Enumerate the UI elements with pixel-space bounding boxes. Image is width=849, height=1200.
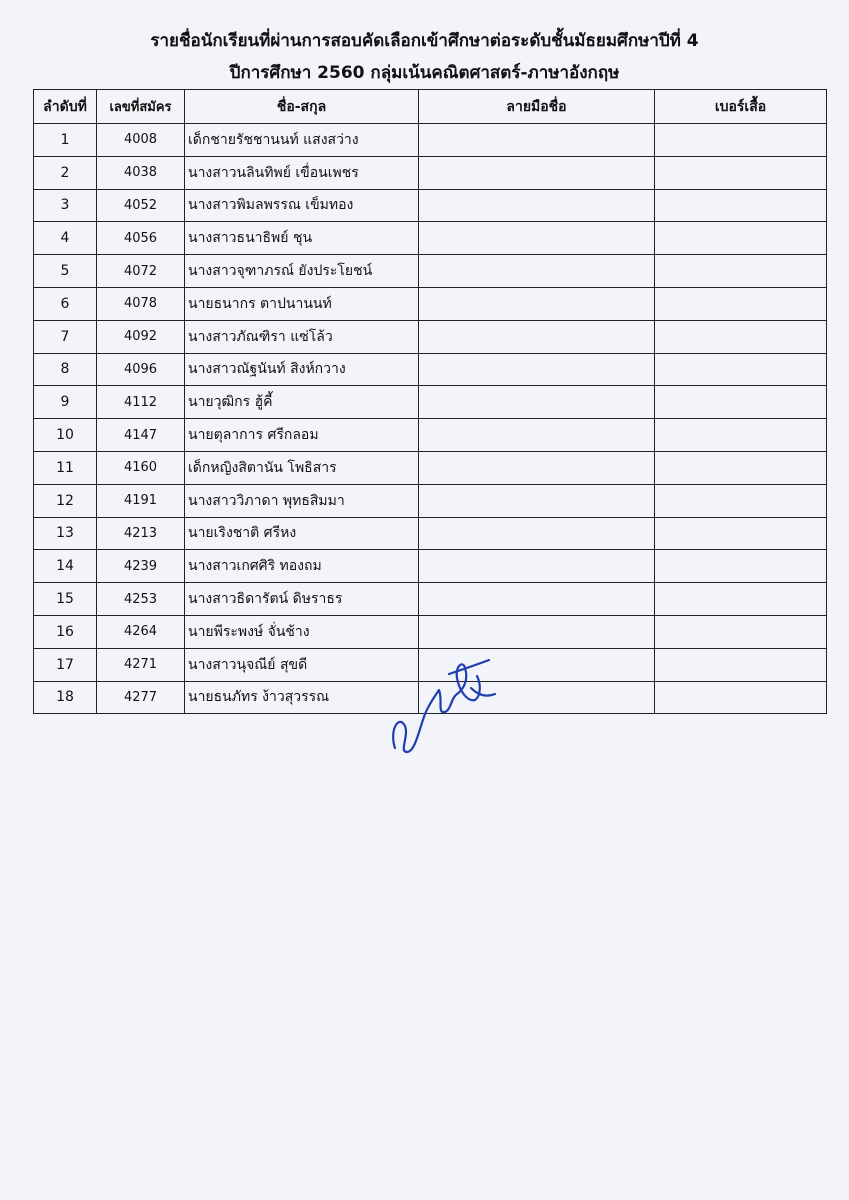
signature-cell: [419, 517, 655, 550]
signature-cell: [419, 255, 655, 288]
order-cell: 17: [34, 648, 97, 681]
signature-cell: [419, 451, 655, 484]
full-name-cell: นายธนากร ตาปนานนท์: [185, 287, 419, 320]
shirt-number-cell: [655, 386, 827, 419]
column-header-signature: ลายมือชื่อ: [419, 90, 655, 124]
table-row: [34, 615, 827, 648]
order-cell: 6: [34, 287, 97, 320]
table-body: [34, 124, 827, 714]
application-number-cell: 4160: [97, 451, 185, 484]
signature-cell: [419, 583, 655, 616]
full-name-cell: นางสาวเกศศิริ ทองถม: [185, 550, 419, 583]
full-name-cell: นายวุฒิกร ฮู้คี้: [185, 386, 419, 419]
signature-cell: [419, 615, 655, 648]
shirt-number-cell: [655, 287, 827, 320]
full-name-cell: เด็กหญิงสิตานัน โพธิสาร: [185, 451, 419, 484]
table-row: [34, 451, 827, 484]
signature-cell: [419, 419, 655, 452]
table-row: [34, 156, 827, 189]
column-header-order: ลำดับที่: [34, 90, 97, 124]
application-number-cell: 4239: [97, 550, 185, 583]
application-number-cell: 4147: [97, 419, 185, 452]
full-name-cell: นางสาวจุฑาภรณ์ ยังประโยชน์: [185, 255, 419, 288]
table-row: [34, 517, 827, 550]
signature-cell: [419, 222, 655, 255]
table-row: [34, 255, 827, 288]
order-cell: 13: [34, 517, 97, 550]
shirt-number-cell: [655, 320, 827, 353]
shirt-number-cell: [655, 648, 827, 681]
document-subtitle: ปีการศึกษา 2560 กลุ่มเน้นคณิตศาสตร์-ภาษาอังกฤษ: [229, 63, 620, 83]
table-row: [34, 353, 827, 386]
full-name-cell: นายตุลาการ ศรีกลอม: [185, 419, 419, 452]
order-cell: 2: [34, 156, 97, 189]
application-number-cell: 4052: [97, 189, 185, 222]
shirt-number-cell: [655, 550, 827, 583]
signature-cell: [419, 320, 655, 353]
full-name-cell: นางสาวนลินทิพย์ เขื่อนเพชร: [185, 156, 419, 189]
shirt-number-cell: [655, 156, 827, 189]
order-cell: 10: [34, 419, 97, 452]
application-number-cell: 4253: [97, 583, 185, 616]
full-name-cell: นายธนภัทร ง้าวสุวรรณ: [185, 681, 419, 714]
shirt-number-cell: [655, 255, 827, 288]
shirt-number-cell: [655, 353, 827, 386]
table-row: [34, 124, 827, 157]
shirt-number-cell: [655, 124, 827, 157]
signature-cell: [419, 386, 655, 419]
signature-cell: [419, 156, 655, 189]
signature-cell: [419, 353, 655, 386]
signature-cell: [419, 287, 655, 320]
full-name-cell: นางสาวนุจณีย์ สุขดี: [185, 648, 419, 681]
full-name-cell: นางสาวภัณฑิรา แซ่โล้ว: [185, 320, 419, 353]
handwritten-signature: [385, 648, 505, 763]
order-cell: 1: [34, 124, 97, 157]
shirt-number-cell: [655, 517, 827, 550]
application-number-cell: 4191: [97, 484, 185, 517]
order-cell: 7: [34, 320, 97, 353]
shirt-number-cell: [655, 189, 827, 222]
signature-cell: [419, 189, 655, 222]
table-header-row: [34, 90, 827, 124]
order-cell: 9: [34, 386, 97, 419]
full-name-cell: นางสาวพิมลพรรณ เข็มทอง: [185, 189, 419, 222]
application-number-cell: 4008: [97, 124, 185, 157]
table-row: [34, 583, 827, 616]
full-name-cell: นางสาวณัฐนันท์ สิงห์กวาง: [185, 353, 419, 386]
order-cell: 16: [34, 615, 97, 648]
column-header-application-number: เลขที่สมัคร: [97, 90, 185, 124]
full-name-cell: นางสาวธนาธิพย์ ชุน: [185, 222, 419, 255]
order-cell: 18: [34, 681, 97, 714]
application-number-cell: 4277: [97, 681, 185, 714]
table-row: [34, 189, 827, 222]
document-title: รายชื่อนักเรียนที่ผ่านการสอบคัดเลือกเข้าศึกษาต่อระดับชั้นมัธยมศึกษาปีที่ 4: [150, 31, 699, 51]
application-number-cell: 4078: [97, 287, 185, 320]
column-header-shirt-number: เบอร์เสื้อ: [655, 90, 827, 124]
order-cell: 3: [34, 189, 97, 222]
signature-stroke: [393, 660, 495, 752]
table-row: [34, 484, 827, 517]
order-cell: 12: [34, 484, 97, 517]
table-row: [34, 222, 827, 255]
application-number-cell: 4038: [97, 156, 185, 189]
shirt-number-cell: [655, 484, 827, 517]
order-cell: 8: [34, 353, 97, 386]
application-number-cell: 4056: [97, 222, 185, 255]
full-name-cell: นางสาววิภาดา พุทธสิมมา: [185, 484, 419, 517]
shirt-number-cell: [655, 419, 827, 452]
full-name-cell: นายเริงชาติ ศรีหง: [185, 517, 419, 550]
signature-cell: [419, 550, 655, 583]
shirt-number-cell: [655, 681, 827, 714]
shirt-number-cell: [655, 615, 827, 648]
table-row: [34, 419, 827, 452]
order-cell: 11: [34, 451, 97, 484]
application-number-cell: 4271: [97, 648, 185, 681]
signature-cell: [419, 484, 655, 517]
table-row: [34, 550, 827, 583]
table-row: [34, 320, 827, 353]
shirt-number-cell: [655, 222, 827, 255]
application-number-cell: 4096: [97, 353, 185, 386]
full-name-cell: นายพีระพงษ์ จั่นช้าง: [185, 615, 419, 648]
table-row: [34, 287, 827, 320]
application-number-cell: 4264: [97, 615, 185, 648]
shirt-number-cell: [655, 583, 827, 616]
signature-cell: [419, 124, 655, 157]
application-number-cell: 4092: [97, 320, 185, 353]
application-number-cell: 4213: [97, 517, 185, 550]
application-number-cell: 4112: [97, 386, 185, 419]
order-cell: 4: [34, 222, 97, 255]
table-row: [34, 386, 827, 419]
order-cell: 15: [34, 583, 97, 616]
application-number-cell: 4072: [97, 255, 185, 288]
order-cell: 14: [34, 550, 97, 583]
column-header-full-name: ชื่อ-สกุล: [185, 90, 419, 124]
full-name-cell: เด็กชายรัชชานนท์ แสงสว่าง: [185, 124, 419, 157]
order-cell: 5: [34, 255, 97, 288]
full-name-cell: นางสาวธิดารัตน์ ดิษราธร: [185, 583, 419, 616]
student-roster-table: [33, 89, 827, 714]
shirt-number-cell: [655, 451, 827, 484]
